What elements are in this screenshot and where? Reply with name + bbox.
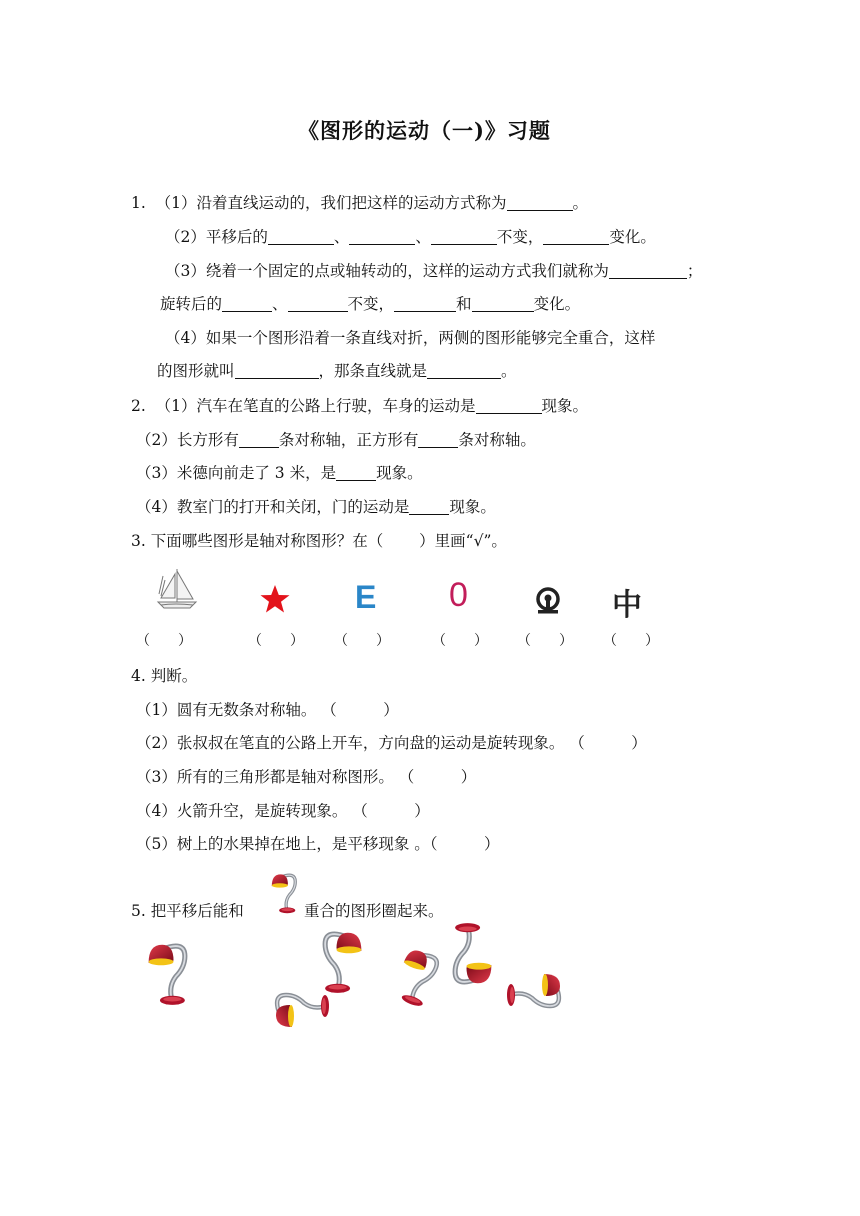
answer-blank[interactable] bbox=[476, 397, 542, 414]
answer-blank[interactable] bbox=[472, 295, 534, 312]
reference-lamp-icon bbox=[270, 870, 300, 914]
lamp-figure-3[interactable] bbox=[318, 926, 364, 994]
judge-item: （1）圆有无数条对称轴。 （ ） bbox=[136, 701, 399, 719]
answer-paren[interactable]: （ ） bbox=[136, 633, 192, 649]
answer-paren[interactable]: （ ） bbox=[432, 633, 488, 649]
q1-line-4: 旋转后的 、 不变， 和 变化。 bbox=[160, 295, 581, 313]
answer-paren[interactable]: （ ） bbox=[517, 633, 573, 649]
answer-blank[interactable] bbox=[543, 228, 609, 245]
answer-blank[interactable] bbox=[288, 295, 348, 312]
judge-item: （5）树上的水果掉在地上，是平移现象 。（ ） bbox=[136, 835, 500, 853]
hanzi-zhong-figure: 中 bbox=[612, 588, 642, 623]
sailboat-icon bbox=[155, 566, 199, 612]
digit-zero-figure: 0 bbox=[449, 576, 468, 614]
letter-e-figure: E bbox=[355, 579, 377, 615]
star-icon bbox=[259, 584, 291, 614]
q5-prompt-b: 重合的图形圈起来。 bbox=[304, 902, 444, 920]
q1-line-5: （4）如果一个图形沿着一条直线对折，两侧的图形能够完全重合，这样 bbox=[165, 329, 656, 347]
q2-line-4: （4）教室门的打开和关闭，门的运动是 现象。 bbox=[136, 498, 496, 516]
q3-prompt: 3. 下面哪些图形是轴对称图形？在（ ）里画“√”。 bbox=[131, 532, 507, 550]
q1-number: 1. bbox=[131, 194, 146, 212]
answer-blank[interactable] bbox=[222, 295, 272, 312]
page-title: 《图形的运动（一)》习题 bbox=[298, 118, 551, 143]
answer-blank[interactable] bbox=[427, 362, 501, 379]
answer-blank[interactable] bbox=[336, 464, 376, 481]
lamp-figure-4[interactable] bbox=[390, 944, 454, 1008]
judge-item: （3）所有的三角形都是轴对称图形。 （ ） bbox=[136, 768, 477, 786]
q2-line-1: 2. （1）汽车在笔直的公路上行驶，车身的运动是 现象。 bbox=[131, 397, 589, 415]
judge-item: （4）火箭升空，是旋转现象。 （ ） bbox=[136, 802, 430, 820]
q5-prompt-a: 5. 把平移后能和 bbox=[131, 902, 244, 920]
answer-blank[interactable] bbox=[507, 194, 573, 211]
answer-blank[interactable] bbox=[609, 262, 687, 279]
judge-item: （2）张叔叔在笔直的公路上开车，方向盘的运动是旋转现象。 （ ） bbox=[136, 734, 647, 752]
answer-blank[interactable] bbox=[394, 295, 456, 312]
answer-blank[interactable] bbox=[235, 362, 319, 379]
lamp-figure-1[interactable] bbox=[146, 938, 192, 1006]
q1-line-6: 的图形就叫 ，那条直线就是 。 bbox=[157, 362, 517, 380]
answer-blank[interactable] bbox=[239, 431, 279, 448]
q1-line-2: （2）平移后的 、 、 不变， 变化。 bbox=[165, 228, 656, 246]
answer-blank[interactable] bbox=[349, 228, 415, 245]
answer-blank[interactable] bbox=[418, 431, 458, 448]
lamp-figure-5[interactable] bbox=[448, 922, 494, 990]
q4-title: 4. 判断。 bbox=[131, 667, 198, 685]
q2-line-3: （3）米德向前走了 3 米，是 现象。 bbox=[136, 464, 423, 482]
q1-line-3: （3）绕着一个固定的点或轴转动的，这样的运动方式我们就称为 ； bbox=[165, 262, 703, 280]
answer-paren[interactable]: （ ） bbox=[248, 633, 304, 649]
q2-number: 2. bbox=[131, 397, 146, 415]
q2-line-2: （2）长方形有 条对称轴，正方形有 条对称轴。 bbox=[136, 431, 536, 449]
answer-paren[interactable]: （ ） bbox=[603, 633, 659, 649]
answer-blank[interactable] bbox=[409, 498, 449, 515]
lamp-figure-6[interactable] bbox=[496, 968, 568, 1014]
answer-paren[interactable]: （ ） bbox=[334, 633, 390, 649]
answer-blank[interactable] bbox=[268, 228, 334, 245]
q1-line-1: 1. （1）沿着直线运动的，我们把这样的运动方式称为 。 bbox=[131, 194, 589, 212]
railway-logo-icon bbox=[533, 587, 563, 615]
answer-blank[interactable] bbox=[431, 228, 497, 245]
